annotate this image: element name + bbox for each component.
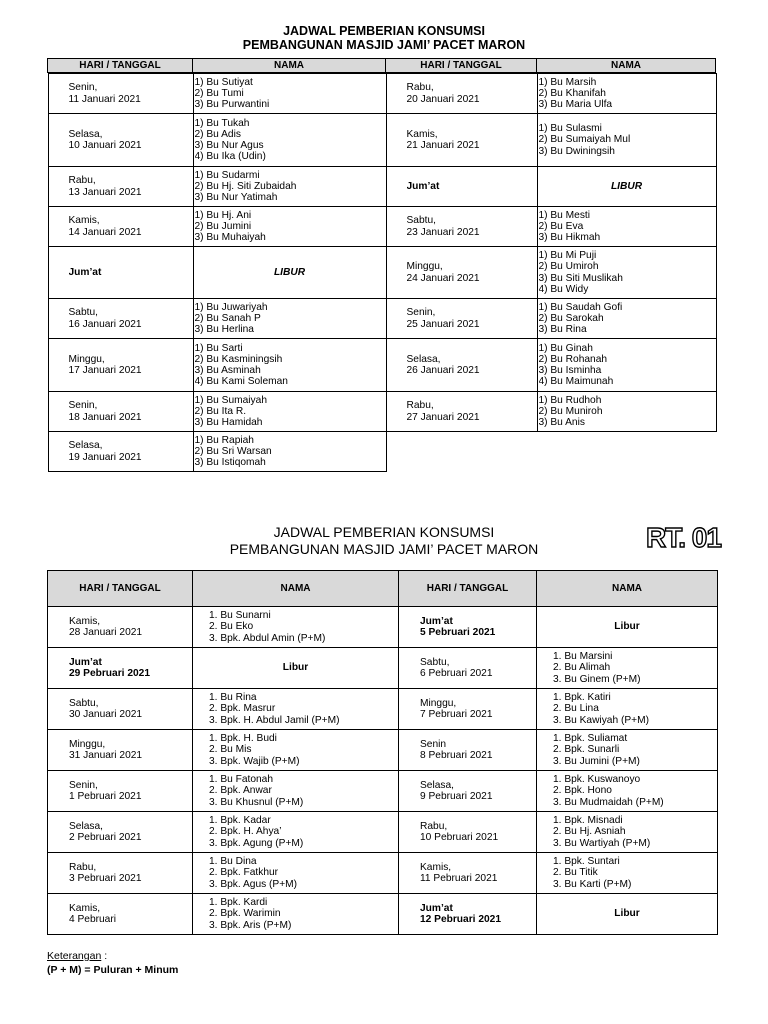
day-cell [48,689,193,730]
day-cell [399,607,537,648]
name-item: 3) Bu Rina [538,324,587,336]
name-item: 1. Bpk. Kuswanoyo [553,773,641,785]
day-cell [386,247,537,299]
names-cell [193,812,399,853]
date-label: 8 Pebruari 2021 [420,750,493,761]
libur-cell: Libur [193,648,399,689]
name-item: 1. Bpk. Suliamat [553,732,628,744]
name-item: 1) Bu Sarti [194,342,243,354]
left-half [48,73,386,473]
schedule-table-1 [47,58,716,472]
day-label: Selasa, [69,820,103,832]
day-cell [48,730,193,771]
name-item: 3) Bu Purwantini [194,99,270,111]
day-label: Senin, [406,307,436,319]
name-item: 2) Bu Sanah P [194,312,261,324]
name-item: 2) Bu Sri Warsan [194,445,272,457]
name-item: 3) Bu Anis [538,417,585,429]
day-label: Senin, [68,82,98,94]
name-item: 3. Bpk. Aris (P+M) [209,919,292,931]
header-nama: NAMA [537,59,716,73]
day-cell [48,853,193,894]
name-item: 2. Bpk. Masrur [209,703,276,715]
day-cell [48,812,193,853]
date-label: 5 Pebruari 2021 [420,627,496,638]
day-cell [48,432,193,472]
name-item: 1) Bu Rudhoh [538,394,602,406]
day-cell [48,339,193,392]
rt-badge: RT. 01 [646,522,721,553]
name-item: 2. Bpk. Fatkhur [209,867,279,879]
date-label: 25 Januari 2021 [406,318,480,330]
date-label: 23 Januari 2021 [406,226,480,238]
keterangan-colon: : [101,950,108,962]
name-item: 2. Bpk. Warimin [209,908,281,920]
name-item: 2. Bu Alimah [553,662,611,674]
name-item: 1. Bu Sunarni [209,609,271,621]
keterangan-label: Keterangan [47,950,102,962]
day-label: Sabtu, [420,656,450,668]
day-cell [386,114,537,167]
names-cell [193,114,386,167]
header-hari-tanggal: HARI / TANGGAL [399,571,537,607]
date-label: 18 Januari 2021 [68,411,142,423]
names-cell [537,392,716,432]
date-label: 17 Januari 2021 [68,365,142,376]
header-nama: NAMA [193,59,386,73]
day-cell [48,74,193,114]
names-cell [193,339,386,392]
name-item: 3. Bu Ginem (P+M) [553,673,641,685]
day-label: Rabu, [406,400,434,412]
schedule-half-table [386,73,717,432]
table-row [386,207,716,247]
schedule-title-1 [0,24,768,52]
name-item: 3) Bu Siti Muslikah [538,272,623,284]
day-cell [48,607,193,648]
names-cell [193,74,386,114]
name-item: 2) Bu Sarokah [538,312,604,324]
date-label: 11 Pebruari 2021 [420,873,498,884]
name-item: 2) Bu Sumaiyah Mul [538,134,631,146]
keterangan-note: (P + M) = Puluran + Minum [47,964,179,976]
name-item: 4) Bu Kami Soleman [194,376,288,388]
day-label: Minggu, [420,697,457,709]
name-item: 2. Bpk. Hono [553,785,612,797]
date-label: 2 Pebruari 2021 [69,832,142,843]
table-row [48,73,716,473]
day-label: Jum’at [69,656,102,668]
date-label: 10 Januari 2021 [68,140,142,151]
day-label: Kamis, [420,861,452,873]
table-row [48,894,718,935]
name-item: 1. Bu Dina [209,855,257,867]
name-item: 2) Bu Hj. Siti Zubaidah [194,180,297,192]
table-row [386,339,716,392]
table-row [386,74,716,114]
name-item: 3. Bpk. Agus (P+M) [209,878,298,890]
names-cell [193,771,399,812]
day-label: Jum’at [406,180,440,192]
date-label: 13 Januari 2021 [68,186,142,198]
name-item: 3) Bu Isminha [538,365,602,376]
table-row [48,74,386,114]
table-row [48,607,718,648]
name-item: 2) Bu Kasminingsih [194,353,283,365]
header-nama: NAMA [537,571,718,607]
header-hari-tanggal: HARI / TANGGAL [386,59,537,73]
name-item: 3) Bu Hamidah [194,417,263,429]
keterangan [47,949,178,977]
date-label: 21 Januari 2021 [406,140,480,151]
libur-cell: Libur [537,607,718,648]
date-label: 30 Januari 2021 [69,709,143,720]
name-item: 1) Bu Sudarmi [194,169,260,181]
name-item: 3) Bu Dwiningsih [538,145,615,157]
day-label: Minggu, [68,353,105,365]
name-item: 3) Bu Nur Agus [194,140,264,151]
names-cell [193,853,399,894]
table-row [48,392,386,432]
name-item: 4) Bu Ika (Udin) [194,151,266,163]
names-cell [193,607,399,648]
day-label: Kamis, [406,128,438,140]
header-hari-tanggal: HARI / TANGGAL [48,59,193,73]
name-item: 1) Bu Ginah [538,342,593,354]
name-item: 3) Bu Herlina [194,324,254,336]
name-item: 3. Bu Khusnul (P+M) [209,796,304,808]
name-item: 3. Bpk. Agung (P+M) [209,837,304,849]
day-cell [48,207,193,247]
day-cell [386,207,537,247]
table-body [48,607,718,935]
name-item: 1. Bu Rina [209,691,257,703]
day-cell [386,167,537,207]
name-item: 3. Bpk. Wajib (P+M) [209,755,300,767]
name-item: 2. Bpk. Sunarli [553,744,620,756]
right-half [386,73,716,473]
table-row [48,812,718,853]
name-item: 2) Bu Adis [194,128,241,140]
date-label: 10 Pebruari 2021 [420,832,499,843]
name-item: 4) Bu Maimunah [538,376,614,388]
date-label: 6 Pebruari 2021 [420,668,493,679]
day-label: Selasa, [420,779,454,791]
day-cell [48,894,193,935]
libur-cell: LIBUR [537,167,716,207]
name-item: 1) Bu Mi Puji [538,250,597,262]
names-cell [537,339,716,392]
names-cell [193,689,399,730]
day-cell [48,299,193,339]
day-cell [386,392,537,432]
names-cell [537,207,716,247]
names-cell [193,894,399,935]
title-line-1: JADWAL PEMBERIAN KONSUMSI [273,524,495,540]
name-item: 2. Bu Eko [209,621,254,633]
table-row [48,114,386,167]
name-item: 2. Bu Titik [553,867,598,879]
name-item: 2) Bu Tumi [194,87,244,99]
day-label: Rabu, [406,82,434,94]
name-item: 1) Bu Sumaiyah [194,394,267,406]
name-item: 1. Bpk. H. Budi [209,732,277,744]
date-label: 31 Januari 2021 [69,750,143,761]
date-label: 11 Januari 2021 [68,93,141,105]
date-label: 4 Pebruari [69,914,117,925]
table-row [48,648,718,689]
title-line-1: JADWAL PEMBERIAN KONSUMSI [283,24,485,38]
day-label: Selasa, [406,353,441,365]
name-item: 1. Bpk. Katiri [553,691,611,703]
day-label: Jum’at [420,615,453,627]
name-item: 1) Bu Rapiah [194,434,254,446]
names-cell [193,392,386,432]
day-label: Senin [420,738,447,750]
name-item: 1) Bu Sutiyat [194,76,253,88]
day-cell [399,812,537,853]
names-cell [193,730,399,771]
table-row [48,432,386,472]
date-label: 28 Januari 2021 [69,627,143,638]
names-cell [537,812,718,853]
table-header-row [48,571,718,607]
name-item: 2) Bu Rohanah [538,353,608,365]
name-item: 3. Bu Mudmaidah (P+M) [553,796,664,808]
day-cell [48,114,193,167]
day-label: Jum’at [68,266,102,278]
name-item: 1. Bpk. Suntari [553,855,620,867]
name-item: 3) Bu Maria Ulfa [538,99,613,111]
day-label: Kamis, [69,615,101,627]
names-cell [193,299,386,339]
names-cell [193,167,386,207]
schedule-table-2 [47,570,718,935]
day-label: Rabu, [69,861,97,873]
name-item: 3. Bpk. Abdul Amin (P+M) [209,632,326,644]
name-item: 2. Bu Mis [209,744,252,756]
name-item: 3) Bu Istiqomah [194,457,266,469]
day-label: Minggu, [406,261,443,273]
date-label: 9 Pebruari 2021 [420,791,493,802]
name-item: 2) Bu Khanifah [538,87,606,99]
day-cell [399,689,537,730]
table-row [48,771,718,812]
day-cell [48,392,193,432]
names-cell [193,207,386,247]
name-item: 3. Bu Jumini (P+M) [553,755,640,767]
name-item: 2. Bpk. H. Ahya’ [209,826,282,838]
day-label: Rabu, [420,820,448,832]
table-row [48,689,718,730]
date-label: 12 Pebruari 2021 [420,914,501,925]
table-row [386,392,716,432]
table-row [48,167,386,207]
day-cell [48,648,193,689]
day-label: Kamis, [68,215,100,227]
table-row [48,247,386,299]
date-label: 16 Januari 2021 [68,318,142,330]
table-header-row [48,59,716,73]
name-item: 2) Bu Muniroh [538,405,603,417]
day-cell [48,167,193,207]
day-label: Selasa, [68,440,103,452]
name-item: 2) Bu Ita R. [194,405,247,417]
name-item: 3) Bu Nur Yatimah [194,192,278,204]
table-row [48,339,386,392]
day-label: Kamis, [69,902,101,914]
name-item: 1. Bpk. Kardi [209,896,268,908]
name-item: 1. Bpk. Misnadi [553,814,623,826]
day-label: Sabtu, [406,215,436,227]
names-cell [193,432,386,472]
date-label: 3 Pebruari 2021 [69,873,142,884]
name-item: 2) Bu Eva [538,220,584,232]
header-nama: NAMA [193,571,399,607]
names-cell [537,247,716,299]
name-item: 3. Bu Karti (P+M) [553,878,632,890]
day-label: Jum’at [420,902,453,914]
day-cell [399,853,537,894]
name-item: 3. Bu Kawiyah (P+M) [553,714,649,726]
day-cell [399,771,537,812]
name-item: 2. Bu Hj. Asniah [553,826,626,838]
day-label: Selasa, [68,128,103,140]
table-row [48,730,718,771]
date-label: 14 Januari 2021 [68,226,142,238]
day-label: Sabtu, [68,307,98,319]
name-item: 1) Bu Hj. Ani [194,209,252,221]
table-row [48,853,718,894]
day-cell [386,339,537,392]
table-row [386,247,716,299]
libur-cell: Libur [537,894,718,935]
date-label: 29 Pebruari 2021 [69,668,150,679]
date-label: 1 Pebruari 2021 [69,791,142,802]
name-item: 1) Bu Tukah [194,117,250,129]
day-label: Minggu, [69,738,106,750]
name-item: 3. Bpk. H. Abdul Jamil (P+M) [209,714,340,726]
name-item: 2. Bpk. Anwar [209,785,272,797]
name-item: 1. Bu Fatonah [209,773,274,785]
day-cell [386,299,537,339]
name-item: 1) Bu Juwariyah [194,301,268,313]
names-cell [537,853,718,894]
schedule-half-table [48,73,387,472]
names-cell [537,74,716,114]
date-label: 26 Januari 2021 [406,365,480,376]
names-cell [537,771,718,812]
name-item: 1) Bu Saudah Gofi [538,301,623,313]
table-row [48,207,386,247]
table-row [386,114,716,167]
date-label: 24 Januari 2021 [406,272,480,284]
day-label: Sabtu, [69,697,99,709]
table-row [386,167,716,207]
name-item: 2. Bu Lina [553,703,599,715]
names-cell [537,114,716,167]
name-item: 2) Bu Umiroh [538,261,599,273]
day-cell [48,771,193,812]
date-label: 27 Januari 2021 [406,411,480,423]
header-hari-tanggal: HARI / TANGGAL [48,571,193,607]
day-cell [48,247,193,299]
name-item: 3) Bu Hikmah [538,232,601,244]
date-label: 20 Januari 2021 [406,93,480,105]
name-item: 1. Bpk. Kadar [209,814,271,826]
name-item: 3. Bu Wartiyah (P+M) [553,837,651,849]
table-row [48,299,386,339]
day-cell [399,894,537,935]
names-cell [537,648,718,689]
name-item: 3) Bu Muhaiyah [194,232,266,244]
libur-cell: LIBUR [193,247,386,299]
name-item: 1) Bu Marsih [538,76,597,88]
table-row [386,299,716,339]
day-cell [386,74,537,114]
name-item: 1) Bu Sulasmi [538,123,602,135]
day-label: Senin, [69,779,98,791]
date-label: 7 Pebruari 2021 [420,709,493,720]
names-cell [537,689,718,730]
names-cell [537,299,716,339]
names-cell [537,730,718,771]
name-item: 1) Bu Mesti [538,209,591,221]
title-line-2: PEMBANGUNAN MASJID JAMI’ PACET MARON [242,38,526,52]
name-item: 1. Bu Marsini [553,650,613,662]
day-cell [399,648,537,689]
name-item: 4) Bu Widy [538,283,589,295]
day-cell [399,730,537,771]
date-label: 19 Januari 2021 [68,451,142,463]
title-line-2: PEMBANGUNAN MASJID JAMI’ PACET MARON [229,541,539,557]
name-item: 2) Bu Jumini [194,220,252,232]
day-label: Senin, [68,400,98,412]
day-label: Rabu, [68,175,96,187]
name-item: 3) Bu Asminah [194,365,261,376]
table-body [48,73,716,473]
